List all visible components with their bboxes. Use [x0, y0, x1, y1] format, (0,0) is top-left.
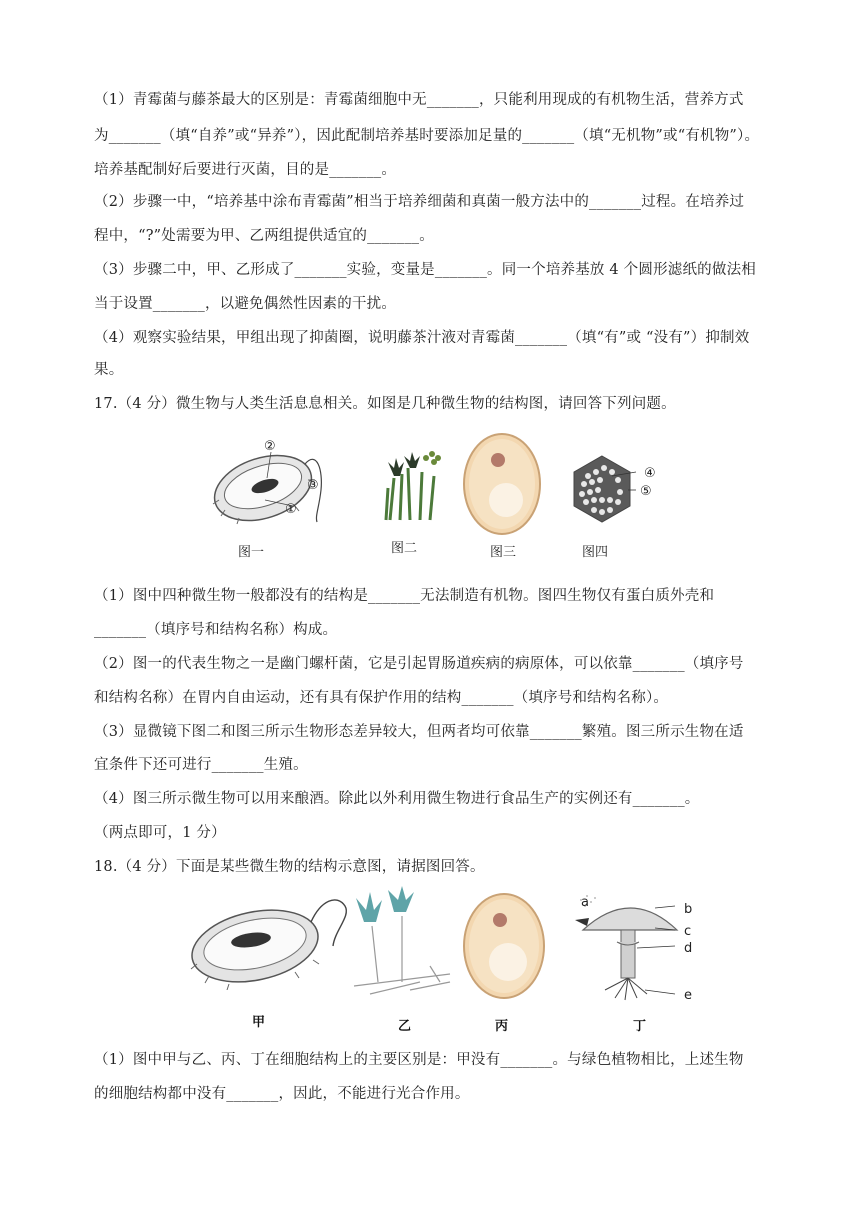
- q17-part1-line2: _______（填序号和结构名称）构成。: [94, 622, 338, 638]
- marker-4: ④: [644, 466, 656, 481]
- virus-figure: [564, 452, 640, 528]
- caption-fig2: 图二: [391, 541, 418, 556]
- caption-fig1: 图一: [238, 545, 265, 560]
- q16-part1-line3: 培养基配制好后要进行灭菌，目的是_______。: [94, 162, 397, 178]
- marker-3: ③: [307, 478, 319, 493]
- label-b: b: [684, 902, 693, 917]
- q16-part2-line1: （2）步骤一中，“培养基中涂布青霉菌”相当于培养细菌和真菌一般方法中的_______过程。在培养过: [94, 194, 745, 210]
- caption-fig3: 图三: [490, 545, 517, 560]
- bacterium-jia-figure: [185, 880, 355, 990]
- q16-part3-line1: （3）步骤二中，甲、乙形成了_______实验，变量是_______。同一个培养基放 4 个圆形滤纸的做法相: [94, 262, 756, 278]
- q17-part3-line1: （3）显微镜下图二和图三所示生物形态差异较大，但两者均可依靠_______繁殖。图三所示生物在适: [94, 724, 744, 740]
- q16-part4-line2: 果。: [94, 362, 124, 378]
- q16-part3-line2: 当于设置_______，以避免偶然性因素的干扰。: [94, 296, 397, 312]
- penicillium-yi-figure: [350, 886, 460, 998]
- q17-part2-line2: 和结构名称）在胃内自由运动，还有具有保护作用的结构_______（填序号和结构名称）。: [94, 690, 669, 706]
- q16-part2-line2: 程中，“?”处需要为甲、乙两组提供适宜的_______。: [94, 228, 434, 244]
- q16-part1-line2: 为_______（填“自养”或“异养”），因此配制培养基时要添加足量的_______（填“无机物”或“有机物”）。: [94, 128, 760, 144]
- caption-fig4: 图四: [582, 545, 609, 560]
- label-d: d: [684, 941, 693, 956]
- caption-bing: 丙: [495, 1019, 509, 1034]
- caption-jia: 甲: [252, 1015, 266, 1030]
- q17-part1-line1: （1）图中四种微生物一般都没有的结构是_______无法制造有机物。图四生物仅有蛋白质外壳和: [94, 588, 715, 604]
- marker-1: ①: [285, 502, 297, 517]
- q16-part1-line1: （1）青霉菌与藤茶最大的区别是：青霉菌细胞中无_______，只能利用现成的有机物生活，营养方式: [94, 92, 744, 108]
- q17-part2-line1: （2）图一的代表生物之一是幽门螺杆菌，它是引起胃肠道疾病的病原体，可以依靠_______（填序号: [94, 656, 744, 672]
- q18-part1-line2: 的细胞结构都中没有_______，因此，不能进行光合作用。: [94, 1086, 470, 1102]
- mold-figure: [380, 448, 452, 522]
- q16-part4-line1: （4）观察实验结果，甲组出现了抑菌圈，说明藤茶汁液对青霉菌_______（填“有”或 “没有”）抑制效: [94, 330, 750, 346]
- q18-stem: 18.（4 分）下面是某些微生物的结构示意图，请据图回答。: [94, 859, 485, 875]
- caption-ding: 丁: [633, 1019, 647, 1034]
- q17-part4-note: （两点即可，1 分）: [94, 825, 226, 841]
- q17-part4-line1: （4）图三所示微生物可以用来酿酒。除此以外利用微生物进行食品生产的实例还有_______。: [94, 791, 700, 807]
- marker-5: ⑤: [640, 484, 652, 499]
- yeast-bing-figure: [458, 890, 550, 1002]
- q18-part1-line1: （1）图中甲与乙、丙、丁在细胞结构上的主要区别是：甲没有_______。与绿色植物相比，上述生物: [94, 1052, 744, 1068]
- mushroom-ding-figure: [575, 890, 685, 1002]
- marker-2: ②: [264, 439, 276, 454]
- q17-stem: 17.（4 分）微生物与人类生活息息相关。如图是几种微生物的结构图，请回答下列问题。: [94, 396, 676, 412]
- label-a: a: [581, 895, 589, 910]
- q17-part3-line2: 宜条件下还可进行_______生殖。: [94, 757, 308, 773]
- yeast-cell-figure: [460, 430, 544, 538]
- label-e: e: [684, 988, 692, 1003]
- label-c: c: [684, 924, 692, 939]
- caption-yi: 乙: [398, 1019, 412, 1034]
